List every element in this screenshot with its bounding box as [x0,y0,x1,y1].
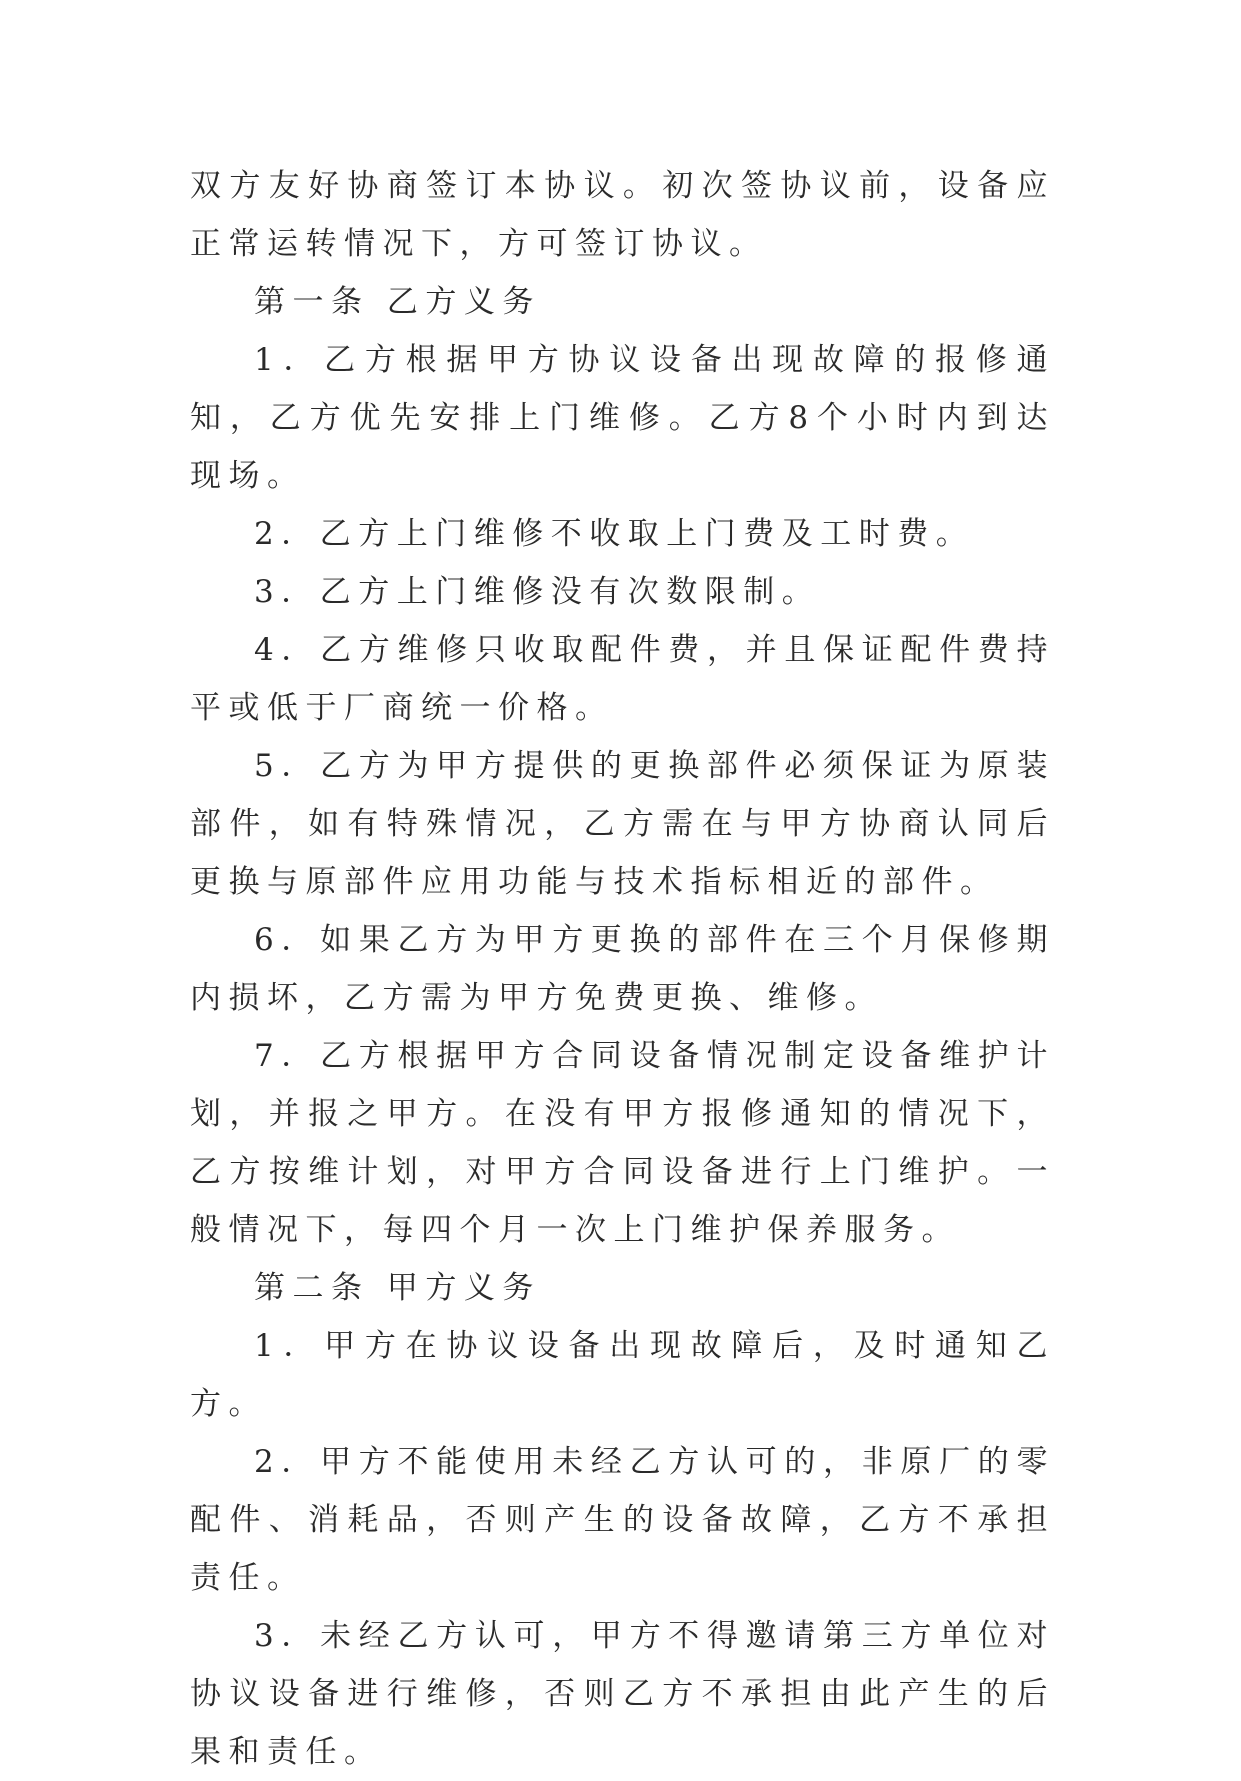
clause-b-1: 1．乙方根据甲方协议设备出现故障的报修通知，乙方优先安排上门维修。乙方8个小时内到达现场。 [190,342,1055,494]
clause-b-7: 7．乙方根据甲方合同设备情况制定设备维护计划，并报之甲方。在没有甲方报修通知的情况下，乙方按维计划，对甲方合同设备进行上门维护。一般情况下，每四个月一次上门维护保养服务。 [190,1038,1055,1248]
clause-b-6: 6．如果乙方为甲方更换的部件在三个月保修期内损坏，乙方需为甲方免费更换、维修。 [190,922,1055,1016]
clause-a-3: 3．未经乙方认可，甲方不得邀请第三方单位对协议设备进行维修，否则乙方不承担由此产生的后果和责任。 [190,1618,1055,1770]
paragraph-intro: 双方友好协商签订本协议。初次签协议前，设备应正常运转情况下，方可签订协议。 [190,168,1055,262]
clause-a-1: 1．甲方在协议设备出现故障后，及时通知乙方。 [190,1328,1055,1422]
document-body [190,157,1055,1781]
clause-b-4: 4．乙方维修只收取配件费，并且保证配件费持平或低于厂商统一价格。 [190,632,1055,726]
clause-b-5: 5．乙方为甲方提供的更换部件必须保证为原装部件，如有特殊情况，乙方需在与甲方协商认同后更换与原部件应用功能与技术指标相近的部件。 [190,748,1055,900]
clause-b-3: 3．乙方上门维修没有次数限制。 [254,574,821,610]
section-heading-party-a-obligations: 第二条 甲方义务 [254,1270,541,1306]
clause-b-2: 2．乙方上门维修不收取上门费及工时费。 [254,516,975,552]
section-heading-party-b-obligations: 第一条 乙方义务 [254,284,541,320]
clause-a-2: 2．甲方不能使用未经乙方认可的，非原厂的零配件、消耗品，否则产生的设备故障，乙方不承担责任。 [190,1444,1055,1596]
